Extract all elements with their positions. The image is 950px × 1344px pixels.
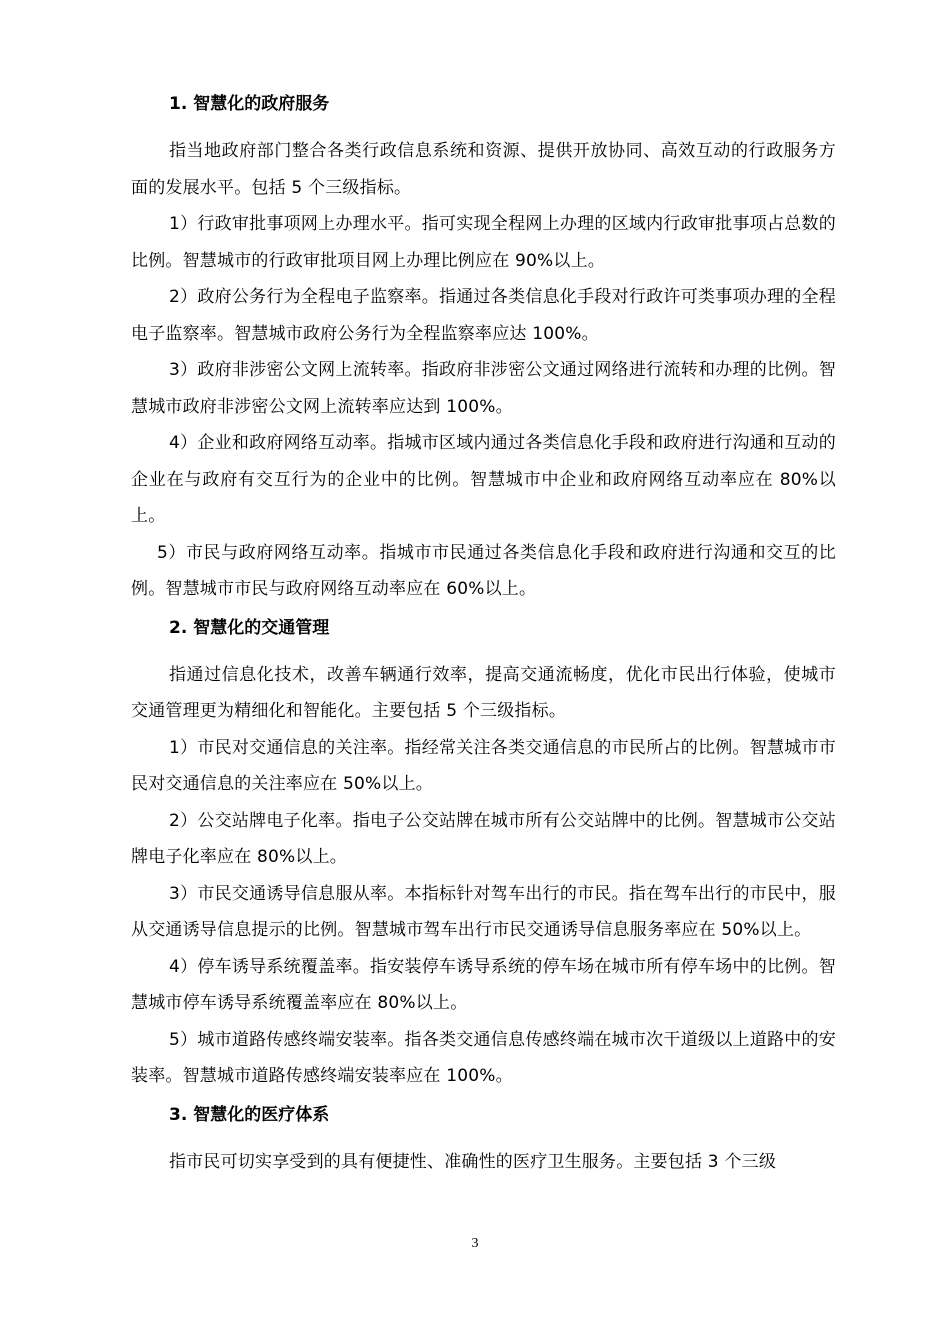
section-intro-medical: 指市民可切实享受到的具有便捷性、准确性的医疗卫生服务。主要包括 3 个三级 — [169, 1151, 777, 1172]
indicator-item: 4）停车诱导系统覆盖率。指安装停车诱导系统的停车场在城市所有停车场中的比例。智慧城市停车诱导系统覆盖率应在 80%以上。 — [131, 956, 836, 1013]
indicator-item: 1）行政审批事项网上办理水平。指可实现全程网上办理的区域内行政审批事项占总数的比例。智慧城市的行政审批项目网上办理比例应在 90%以上。 — [131, 214, 836, 271]
page-content — [131, 94, 836, 1180]
indicator-item: 2）政府公务行为全程电子监察率。指通过各类信息化手段对行政许可类事项办理的全程电子监察率。智慧城市政府公务行为全程监察率应达 100%。 — [131, 287, 836, 344]
section-heading-traffic: 2. 智慧化的交通管理 — [169, 617, 330, 638]
section-intro-government: 指当地政府部门整合各类行政信息系统和资源、提供开放协同、高效互动的行政服务方面的发展水平。包括 5 个三级指标。 — [131, 141, 836, 198]
indicator-item: 3）市民交通诱导信息服从率。本指标针对驾车出行的市民。指在驾车出行的市民中，服从交通诱导信息提示的比例。智慧城市驾车出行市民交通诱导信息服务率应在 50%以上。 — [131, 883, 836, 940]
indicator-item: 2）公交站牌电子化率。指电子公交站牌在城市所有公交站牌中的比例。智慧城市公交站牌电子化率应在 80%以上。 — [131, 810, 836, 867]
indicator-item: 3）政府非涉密公文网上流转率。指政府非涉密公文通过网络进行流转和办理的比例。智慧城市政府非涉密公文网上流转率应达到 100%。 — [131, 360, 836, 417]
indicator-item: 5）城市道路传感终端安装率。指各类交通信息传感终端在城市次干道级以上道路中的安装率。智慧城市道路传感终端安装率应在 100%。 — [131, 1029, 836, 1086]
section-intro-traffic: 指通过信息化技术，改善车辆通行效率，提高交通流畅度，优化市民出行体验，使城市交通管理更为精细化和智能化。主要包括 5 个三级指标。 — [131, 664, 836, 721]
indicator-item: 5）市民与政府网络互动率。指城市市民通过各类信息化手段和政府进行沟通和交互的比例。智慧城市市民与政府网络互动率应在 60%以上。 — [131, 542, 836, 599]
indicator-item: 4）企业和政府网络互动率。指城市区域内通过各类信息化手段和政府进行沟通和互动的企业在与政府有交互行为的企业中的比例。智慧城市中企业和政府网络互动率应在 80%以上。 — [131, 433, 836, 526]
section-heading-government: 1. 智慧化的政府服务 — [169, 94, 330, 114]
indicator-item: 1）市民对交通信息的关注率。指经常关注各类交通信息的市民所占的比例。智慧城市市民对交通信息的关注率应在 50%以上。 — [131, 737, 836, 794]
section-heading-medical: 3. 智慧化的医疗体系 — [169, 1104, 330, 1125]
page-number: 3 — [471, 1236, 479, 1251]
